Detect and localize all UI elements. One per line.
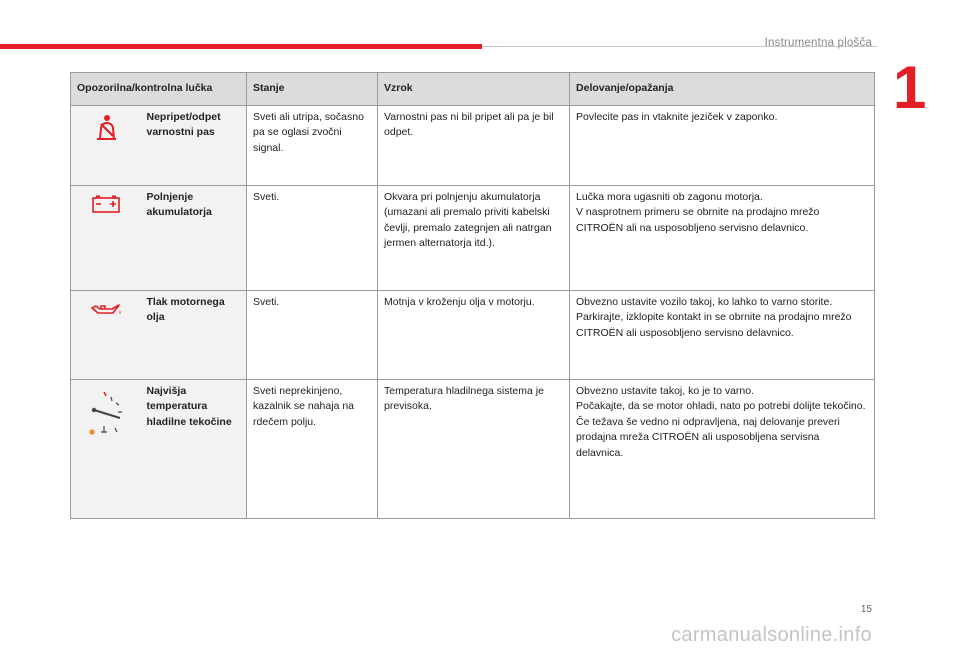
section-title: Instrumentna plošča — [764, 37, 872, 49]
page-number: 15 — [860, 604, 872, 615]
action-cell: Povlecite pas in vtaknite jeziček v zaponko. — [570, 105, 875, 185]
state-cell: Sveti. — [247, 185, 378, 290]
table-row — [71, 185, 875, 290]
icon-cell — [71, 379, 141, 518]
table-row — [71, 105, 875, 185]
table-header-row — [71, 73, 875, 106]
chapter-number: 1 — [893, 54, 927, 121]
cause-cell: Varnostni pas ni bil pripet ali pa je bil odpet. — [378, 105, 570, 185]
state-cell: Sveti ali utripa, sočasno pa se oglasi zvočni signal. — [247, 105, 378, 185]
column-header-action: Delovanje/opažanja — [570, 73, 875, 106]
lamp-name: Tlak motornega olja — [141, 290, 247, 379]
icon-cell — [71, 105, 141, 185]
column-header-cause: Vzrok — [378, 73, 570, 106]
battery-icon — [91, 205, 121, 217]
state-cell: Sveti. — [247, 290, 378, 379]
lamp-name: Najvišja temperatura hladilne tekočine — [141, 379, 247, 518]
action-cell: Obvezno ustavite takoj, ko je to varno. Počakajte, da se motor ohladi, nato po potrebi dolijte tekočino. Če težava še vedno ni odpravljena, naj delovanje preveri prodajna mreža CITROËN ali usposobljena servisna delavnica. — [570, 379, 875, 518]
lamp-name: Nepripet/odpet varnostni pas — [141, 105, 247, 185]
cause-cell: Motnja v kroženju olja v motorju. — [378, 290, 570, 379]
header-red-bar — [0, 44, 482, 49]
icon-cell — [71, 290, 141, 379]
icon-cell — [71, 185, 141, 290]
seatbelt-icon — [93, 133, 119, 145]
coolant-temperature-gauge-icon — [84, 429, 128, 441]
action-cell: Obvezno ustavite vozilo takoj, ko lahko to varno storite. Parkirajte, izklopite kontakt in se obrnite na prodajno mrežo CITROËN ali usposobljeno servisno delavnico. — [570, 290, 875, 379]
action-cell: Lučka mora ugasniti ob zagonu motorja. V nasprotnem primeru se obrnite na prodajno mrežo CITROËN ali na usposobljeno servisno delavnico. — [570, 185, 875, 290]
cause-cell: Okvara pri polnjenju akumulatorja (umazani ali premalo priviti kabelski čevlji, premalo zategnjen ali natrgan jermen alternatorja itd.). — [378, 185, 570, 290]
lamp-name: Polnjenje akumulatorja — [141, 185, 247, 290]
column-header-lamp: Opozorilna/kontrolna lučka — [71, 73, 247, 106]
table-row — [71, 290, 875, 379]
state-cell: Sveti neprekinjeno, kazalnik se nahaja na rdečem polju. — [247, 379, 378, 518]
column-header-state: Stanje — [247, 73, 378, 106]
table-row — [71, 379, 875, 518]
watermark: carmanualsonline.info — [671, 624, 872, 646]
oil-pressure-icon — [89, 310, 123, 322]
warning-lights-table — [70, 72, 875, 519]
cause-cell: Temperatura hladilnega sistema je previsoka. — [378, 379, 570, 518]
